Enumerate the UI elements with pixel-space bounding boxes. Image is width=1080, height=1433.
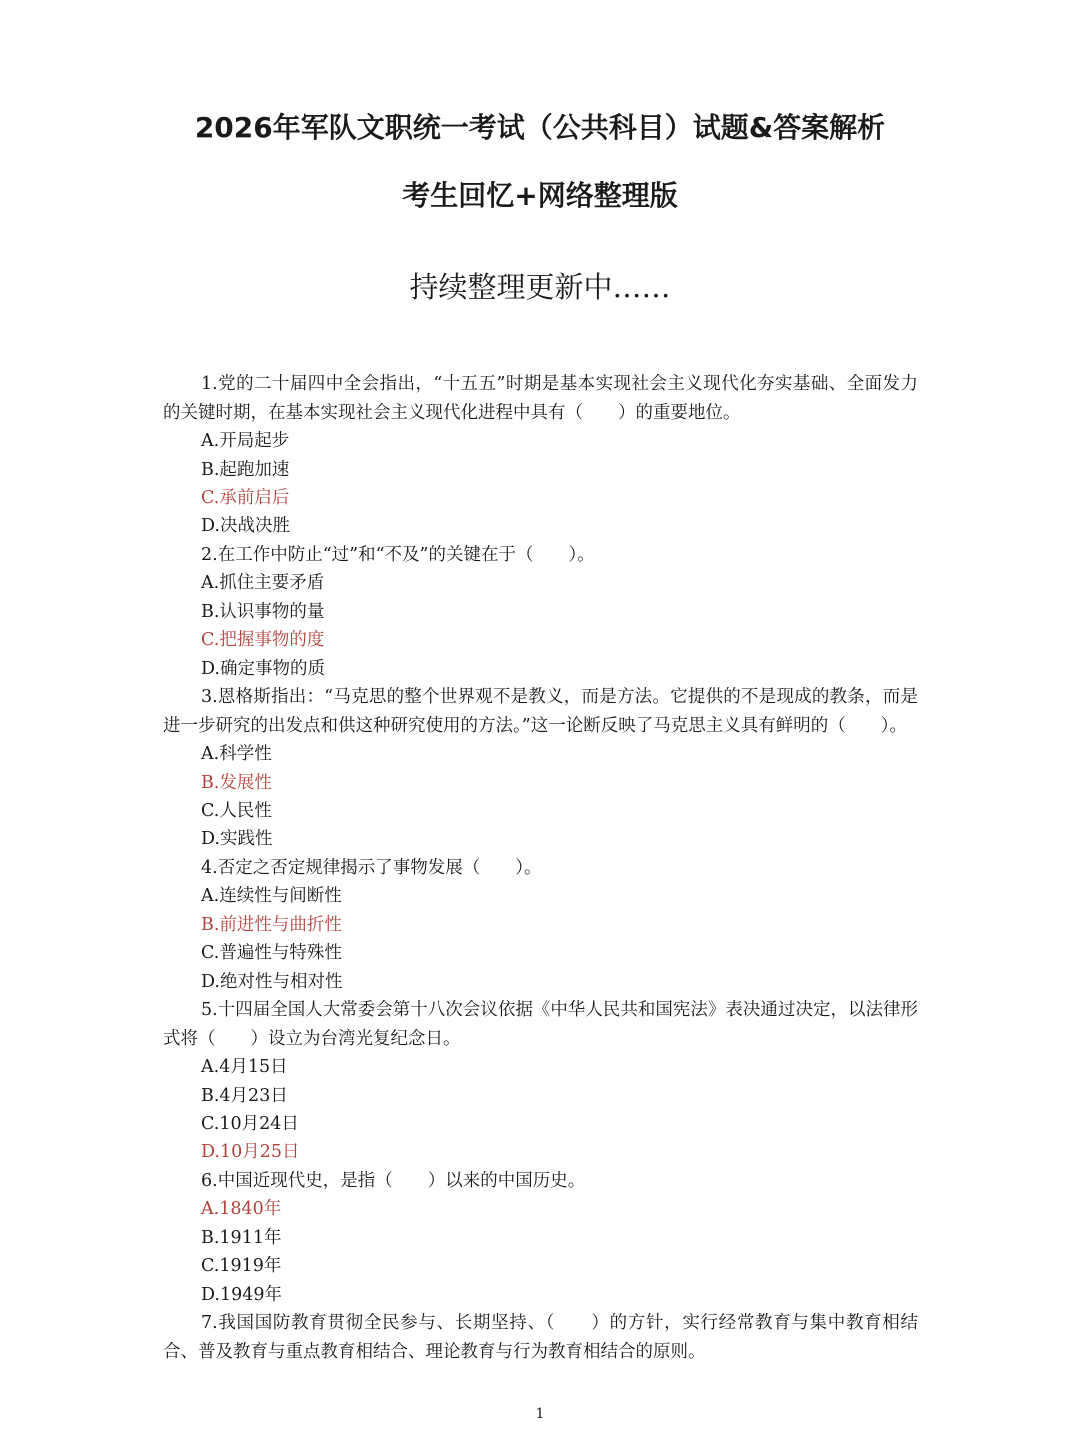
question-list	[163, 370, 918, 1366]
option-d: D.决战决胜	[201, 516, 290, 537]
option-a: A.1840年	[201, 1199, 282, 1220]
question-4	[163, 854, 918, 996]
option-a: A.连续性与间断性	[201, 886, 342, 907]
question-text: 1.党的二十届四中全会指出，“十五五”时期是基本实现社会主义现代化夯实基础、全面发力的关键时期，在基本实现社会主义现代化进程中具有（ ）的重要地位。	[163, 374, 918, 423]
option-d: D.10月25日	[201, 1142, 300, 1163]
option-a: A.开局起步	[201, 431, 290, 452]
option-c: C.把握事物的度	[201, 630, 325, 651]
question-text: 2.在工作中防止“过”和“不及”的关键在于（ ）。	[201, 544, 595, 565]
update-status: 持续整理更新中……	[409, 270, 671, 304]
option-d: D.实践性	[201, 829, 273, 850]
option-c: C.10月24日	[201, 1114, 299, 1135]
question-3	[163, 683, 918, 854]
question-7	[163, 1309, 918, 1366]
document-subtitle: 考生回忆+网络整理版	[402, 179, 678, 212]
question-2	[163, 541, 918, 683]
option-b: B.4月23日	[201, 1085, 288, 1106]
option-c: C.承前启后	[201, 488, 290, 508]
option-a: A.科学性	[201, 744, 272, 765]
option-b: B.认识事物的量	[201, 601, 325, 622]
option-b: B.前进性与曲折性	[201, 914, 342, 935]
option-b: B.发展性	[201, 772, 272, 793]
option-b: B.起跑加速	[201, 459, 290, 480]
question-text: 7.我国国防教育贯彻全民参与、长期坚持、（ ）的方针，实行经常教育与集中教育相结合、普及教育与重点教育相结合、理论教育与行为教育相结合的原则。	[163, 1313, 918, 1362]
page-number: 1	[535, 1406, 545, 1422]
question-1	[163, 370, 918, 541]
option-c: C.人民性	[201, 801, 272, 822]
question-text: 3.恩格斯指出：“马克思的整个世界观不是教义，而是方法。它提供的不是现成的教条，而是进一步研究的出发点和供这种研究使用的方法。”这一论断反映了马克思主义具有鲜明的（ ）。	[163, 687, 918, 736]
option-b: B.1911年	[201, 1227, 282, 1248]
option-a: A.4月15日	[201, 1057, 288, 1078]
question-text: 6.中国近现代史，是指（ ）以来的中国历史。	[201, 1170, 586, 1191]
document-title: 2026年军队文职统一考试（公共科目）试题&答案解析	[194, 111, 886, 144]
option-c: C.普遍性与特殊性	[201, 943, 342, 964]
option-d: D.确定事物的质	[201, 658, 325, 679]
question-6	[163, 1167, 918, 1309]
option-c: C.1919年	[201, 1256, 282, 1277]
option-d: D.绝对性与相对性	[201, 971, 343, 992]
question-5	[163, 996, 918, 1167]
option-d: D.1949年	[201, 1284, 283, 1305]
question-text: 4.否定之否定规律揭示了事物发展（ ）。	[201, 857, 542, 878]
option-a: A.抓住主要矛盾	[201, 573, 325, 594]
question-text: 5.十四届全国人大常委会第十八次会议依据《中华人民共和国宪法》表决通过决定，以法律形式将（ ）设立为台湾光复纪念日。	[163, 1000, 918, 1049]
